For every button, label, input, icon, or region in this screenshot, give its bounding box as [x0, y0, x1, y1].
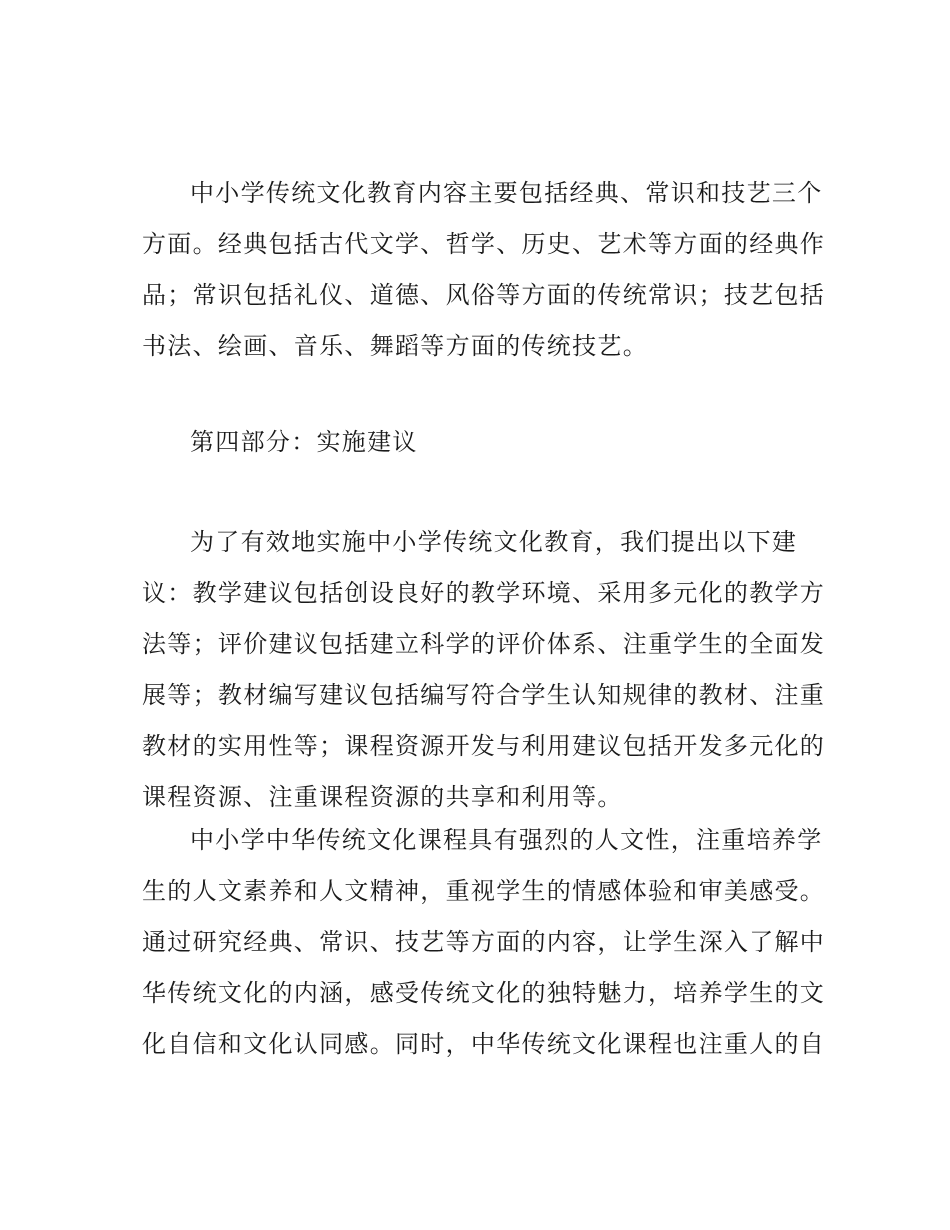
section-heading: 第四部分：实施建议 [190, 428, 418, 456]
paragraph-3-line-5: 化自信和文化认同感。同时，中华传统文化课程也注重人的自 [142, 1030, 826, 1058]
paragraph-2-line-1: 为了有效地实施中小学传统文化教育，我们提出以下建 [190, 528, 798, 556]
paragraph-2-line-5: 教材的实用性等；课程资源开发与利用建议包括开发多元化的 [142, 732, 826, 760]
paragraph-3-line-4: 华传统文化的内涵，感受传统文化的独特魅力，培养学生的文 [142, 979, 826, 1007]
paragraph-3-line-3: 通过研究经典、常识、技艺等方面的内容，让学生深入了解中 [142, 928, 826, 956]
paragraph-1-line-1: 中小学传统文化教育内容主要包括经典、常识和技艺三个 [190, 179, 823, 207]
paragraph-3-line-2: 生的人文素养和人文精神，重视学生的情感体验和审美感受。 [142, 877, 826, 905]
paragraph-1-line-3: 品；常识包括礼仪、道德、风俗等方面的传统常识；技艺包括 [142, 281, 826, 309]
paragraph-3-line-1: 中小学中华传统文化课程具有强烈的人文性，注重培养学 [190, 826, 823, 854]
paragraph-2-line-2: 议：教学建议包括创设良好的教学环境、采用多元化的教学方 [142, 579, 826, 607]
paragraph-2-line-3: 法等；评价建议包括建立科学的评价体系、注重学生的全面发 [142, 630, 826, 658]
paragraph-1-line-2: 方面。经典包括古代文学、哲学、历史、艺术等方面的经典作 [142, 230, 826, 258]
paragraph-2-line-4: 展等；教材编写建议包括编写符合学生认知规律的教材、注重 [142, 681, 826, 709]
paragraph-2-line-6: 课程资源、注重课程资源的共享和利用等。 [142, 783, 623, 811]
paragraph-1-line-4: 书法、绘画、音乐、舞蹈等方面的传统技艺。 [142, 332, 648, 360]
